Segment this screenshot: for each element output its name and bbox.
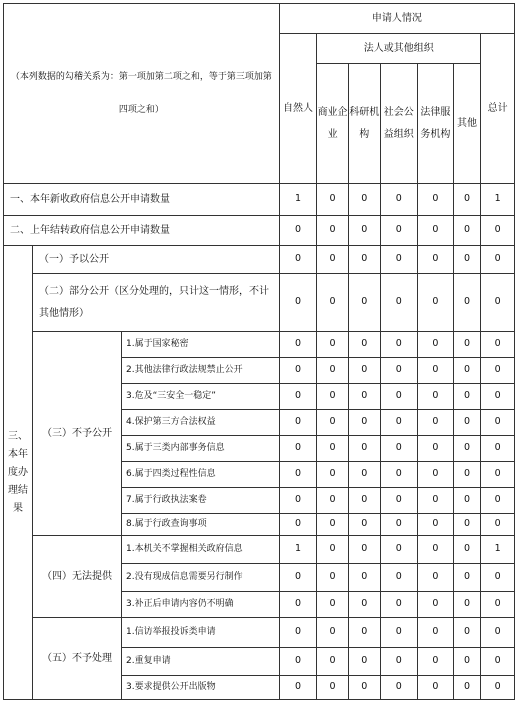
cell: 1 [279, 536, 317, 564]
cell: 0 [317, 514, 349, 536]
cell: 0 [380, 564, 418, 592]
cell: 0 [481, 564, 515, 592]
col-public-welfare: 社会公益组织 [380, 64, 418, 184]
cell: 0 [279, 332, 317, 358]
cell: 0 [317, 488, 349, 514]
cell: 0 [418, 592, 454, 618]
row-label: 2.没有现成信息需要另行制作 [121, 564, 279, 592]
cell: 0 [418, 648, 454, 676]
cell: 0 [418, 246, 454, 274]
cell: 0 [317, 676, 349, 700]
cell: 0 [279, 676, 317, 700]
cell: 0 [418, 618, 454, 648]
statistics-table [3, 3, 515, 700]
cell: 0 [481, 676, 515, 700]
cell: 0 [279, 410, 317, 436]
cell: 0 [348, 618, 380, 648]
cell: 0 [380, 618, 418, 648]
cell: 0 [348, 676, 380, 700]
cell: 0 [418, 514, 454, 536]
cell: 0 [481, 648, 515, 676]
table-row [4, 618, 515, 648]
cell: 0 [453, 332, 481, 358]
cell: 0 [380, 676, 418, 700]
row-label: 4.保护第三方合法权益 [121, 410, 279, 436]
table-note: （本列数据的勾稽关系为：第一项加第二项之和，等于第三项加第四项之和） [4, 4, 280, 184]
cell: 0 [317, 216, 349, 246]
cell: 0 [380, 332, 418, 358]
cell: 0 [348, 564, 380, 592]
applicant-status-header: 申请人情况 [279, 4, 514, 34]
table-row [4, 536, 515, 564]
cell: 0 [481, 410, 515, 436]
cell: 0 [418, 410, 454, 436]
cell: 0 [453, 436, 481, 462]
table-row [4, 216, 515, 246]
row-label: （二）部分公开（区分处理的，只计这一情形，不计其他情形） [33, 274, 280, 332]
cell: 0 [453, 184, 481, 216]
cell: 0 [348, 246, 380, 274]
cell: 0 [348, 648, 380, 676]
cell: 0 [380, 184, 418, 216]
section3-label: 三、本年度办理结果 [4, 246, 33, 700]
cell: 0 [380, 358, 418, 384]
cell: 0 [418, 462, 454, 488]
cell: 0 [279, 462, 317, 488]
col-natural: 自然人 [279, 34, 317, 184]
cell: 0 [279, 648, 317, 676]
cell: 0 [418, 536, 454, 564]
row-label: （一）予以公开 [33, 246, 280, 274]
cell: 0 [453, 462, 481, 488]
cell: 0 [279, 488, 317, 514]
col-legal-service: 法律服务机构 [418, 64, 454, 184]
cell: 0 [453, 564, 481, 592]
cell: 0 [317, 384, 349, 410]
cell: 0 [317, 332, 349, 358]
cell: 0 [380, 216, 418, 246]
table-row [4, 246, 515, 274]
cell: 0 [453, 514, 481, 536]
cell: 0 [453, 618, 481, 648]
cell: 0 [348, 184, 380, 216]
cell: 0 [453, 488, 481, 514]
table-row [4, 274, 515, 332]
cell: 0 [453, 648, 481, 676]
cell: 0 [481, 246, 515, 274]
row-label: 7.属于行政执法案卷 [121, 488, 279, 514]
cell: 0 [481, 332, 515, 358]
cell: 0 [317, 462, 349, 488]
cell: 0 [453, 216, 481, 246]
row-label: 3.危及“三安全一稳定” [121, 384, 279, 410]
row-label: 1.本机关不掌握相关政府信息 [121, 536, 279, 564]
cell: 0 [453, 384, 481, 410]
cell: 0 [279, 216, 317, 246]
cell: 0 [481, 274, 515, 332]
cell: 0 [481, 618, 515, 648]
r5-label: （五）不予处理 [33, 618, 122, 700]
cell: 0 [317, 592, 349, 618]
row-label: 3.要求提供公开出版物 [121, 676, 279, 700]
cell: 0 [453, 410, 481, 436]
col-total: 总计 [481, 34, 515, 184]
cell: 0 [348, 488, 380, 514]
row-label: 一、本年新收政府信息公开申请数量 [4, 184, 280, 216]
cell: 0 [348, 358, 380, 384]
cell: 0 [317, 184, 349, 216]
cell: 0 [380, 536, 418, 564]
cell: 0 [348, 216, 380, 246]
cell: 0 [481, 216, 515, 246]
row-label: 1.信访举报投诉类申请 [121, 618, 279, 648]
cell: 0 [481, 384, 515, 410]
cell: 0 [418, 216, 454, 246]
cell: 0 [453, 358, 481, 384]
cell: 0 [317, 436, 349, 462]
cell: 0 [348, 384, 380, 410]
cell: 0 [279, 384, 317, 410]
legal-orgs-header: 法人或其他组织 [317, 34, 481, 64]
cell: 0 [418, 676, 454, 700]
cell: 0 [380, 410, 418, 436]
cell: 0 [279, 592, 317, 618]
cell: 0 [380, 384, 418, 410]
cell: 0 [380, 274, 418, 332]
cell: 0 [453, 246, 481, 274]
cell: 0 [418, 184, 454, 216]
row-label: 8.属于行政查询事项 [121, 514, 279, 536]
cell: 0 [481, 358, 515, 384]
cell: 0 [453, 536, 481, 564]
cell: 1 [481, 184, 515, 216]
cell: 0 [418, 384, 454, 410]
cell: 0 [380, 488, 418, 514]
table-row [4, 332, 515, 358]
cell: 0 [453, 592, 481, 618]
cell: 0 [348, 536, 380, 564]
r4-label: （四）无法提供 [33, 536, 122, 618]
cell: 0 [453, 274, 481, 332]
col-commercial: 商业企业 [317, 64, 349, 184]
row-label: 1.属于国家秘密 [121, 332, 279, 358]
cell: 0 [317, 618, 349, 648]
row-label: 6.属于四类过程性信息 [121, 462, 279, 488]
cell: 0 [380, 246, 418, 274]
cell: 0 [348, 462, 380, 488]
cell: 0 [279, 618, 317, 648]
cell: 0 [317, 536, 349, 564]
cell: 0 [380, 462, 418, 488]
cell: 0 [317, 358, 349, 384]
cell: 0 [418, 488, 454, 514]
r3-label: （三）不予公开 [33, 332, 122, 536]
row-label: 二、上年结转政府信息公开申请数量 [4, 216, 280, 246]
cell: 0 [380, 514, 418, 536]
cell: 0 [453, 676, 481, 700]
cell: 0 [481, 462, 515, 488]
cell: 0 [279, 436, 317, 462]
col-research: 科研机构 [348, 64, 380, 184]
cell: 0 [481, 514, 515, 536]
cell: 0 [481, 488, 515, 514]
table-row [4, 184, 515, 216]
cell: 0 [279, 246, 317, 274]
cell: 0 [348, 514, 380, 536]
cell: 1 [481, 536, 515, 564]
cell: 0 [418, 564, 454, 592]
cell: 0 [348, 436, 380, 462]
cell: 0 [418, 274, 454, 332]
cell: 0 [348, 592, 380, 618]
row-label: 3.补正后申请内容仍不明确 [121, 592, 279, 618]
row-label: 2.重复申请 [121, 648, 279, 676]
cell: 1 [279, 184, 317, 216]
cell: 0 [317, 648, 349, 676]
cell: 0 [279, 358, 317, 384]
cell: 0 [380, 436, 418, 462]
cell: 0 [481, 592, 515, 618]
cell: 0 [279, 564, 317, 592]
cell: 0 [279, 514, 317, 536]
col-other: 其他 [453, 64, 481, 184]
cell: 0 [348, 410, 380, 436]
cell: 0 [317, 564, 349, 592]
row-label: 5.属于三类内部事务信息 [121, 436, 279, 462]
cell: 0 [317, 410, 349, 436]
cell: 0 [317, 246, 349, 274]
cell: 0 [348, 274, 380, 332]
cell: 0 [348, 332, 380, 358]
cell: 0 [418, 436, 454, 462]
cell: 0 [380, 592, 418, 618]
cell: 0 [317, 274, 349, 332]
cell: 0 [279, 274, 317, 332]
cell: 0 [418, 332, 454, 358]
cell: 0 [418, 358, 454, 384]
cell: 0 [380, 648, 418, 676]
row-label: 2.其他法律行政法规禁止公开 [121, 358, 279, 384]
cell: 0 [481, 436, 515, 462]
